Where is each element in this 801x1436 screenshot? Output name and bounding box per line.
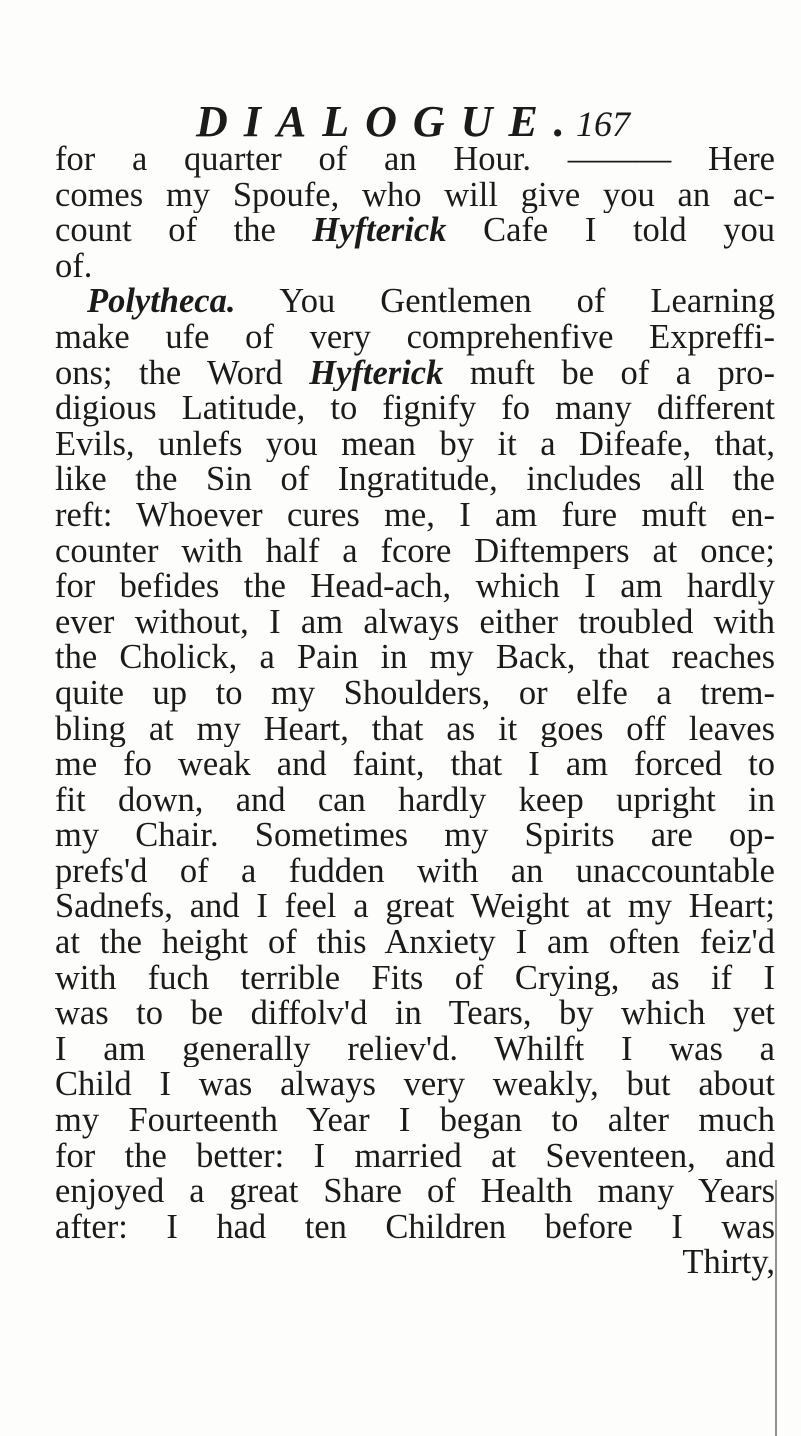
text-line	[55, 712, 775, 748]
body-text	[55, 142, 775, 1281]
text-run: my Fourteenth Year I began to alter much	[55, 1103, 775, 1139]
text-run: like the Sin of Ingratitude, includes all the	[55, 462, 775, 498]
text-run: prefs'd of a fudden with an unaccountable	[55, 853, 775, 890]
text-line	[55, 1174, 775, 1210]
text-line	[55, 605, 775, 641]
text-line	[55, 1245, 775, 1281]
text-line	[55, 889, 775, 925]
text-line	[55, 284, 775, 320]
text-line	[55, 534, 775, 570]
text-line	[55, 249, 775, 285]
text-line	[55, 783, 775, 819]
text-run: comes my Spoufe, who will give you an ac-	[55, 177, 775, 214]
text-run: digious Latitude, to fignify fo many different	[55, 391, 775, 427]
text-run: Evils, unlefs you mean by it a Difeafe, that,	[55, 426, 775, 463]
text-line	[55, 569, 775, 605]
text-run: for befides the Head-ach, which I am hardly	[55, 569, 775, 605]
text-run: I am generally reliev'd. Whilft I was a	[55, 1031, 775, 1068]
text-run: Cafe I told you	[446, 213, 775, 249]
text-run: me fo weak and faint, that I am forced to	[55, 747, 775, 783]
text-run: was to be diffolv'd in Tears, by which yet	[55, 996, 775, 1032]
text-run: make ufe of very comprehenfive Expreffi-	[55, 319, 775, 356]
text-run: ever without, I am always either troubled with	[55, 604, 775, 641]
text-line	[55, 1032, 775, 1068]
text-run: counter with half a fcore Diftempers at once;	[55, 533, 775, 570]
text-line	[55, 320, 775, 356]
text-run: the Cholick, a Pain in my Back, that reaches	[55, 640, 775, 676]
text-run: Thirty,	[682, 1245, 775, 1281]
text-line	[55, 427, 775, 463]
text-line	[55, 391, 775, 427]
text-run: count of the	[55, 213, 313, 249]
text-line	[55, 818, 775, 854]
text-run: enjoyed a great Share of Health many Years	[55, 1174, 775, 1210]
text-run: of.	[55, 248, 93, 285]
text-line	[55, 676, 775, 712]
text-run: for a quarter of an Hour. ——— Here	[55, 142, 775, 178]
text-line	[55, 1139, 775, 1175]
text-line	[55, 996, 775, 1032]
text-run: You Gentlemen of Learning	[235, 284, 775, 320]
text-line	[55, 1103, 775, 1139]
text-line	[55, 462, 775, 498]
text-run: for the better: I married at Seventeen, and	[55, 1138, 775, 1175]
text-run: muft be of a pro-	[443, 355, 775, 392]
text-line	[55, 1210, 775, 1246]
text-run: my Chair. Sometimes my Spirits are op-	[55, 818, 775, 854]
italic-term: Polytheca.	[87, 284, 236, 320]
text-line	[55, 498, 775, 534]
text-line	[55, 925, 775, 961]
running-head-title: DIALOGUE.	[196, 97, 581, 146]
text-line	[55, 747, 775, 783]
text-run: fit down, and can hardly keep upright in	[55, 782, 775, 819]
text-line	[55, 640, 775, 676]
text-run: Child I was always very weakly, but about	[55, 1067, 775, 1104]
page-number: 167	[576, 104, 630, 144]
text-line	[55, 1067, 775, 1103]
italic-term: Hyfterick	[309, 355, 444, 392]
text-run: after: I had ten Children before I was	[55, 1209, 775, 1246]
text-run: with fuch terrible Fits of Crying, as if I	[55, 960, 775, 997]
page-edge-shadow	[775, 1180, 777, 1436]
text-run: ons; the Word	[55, 355, 310, 392]
text-line	[55, 356, 775, 392]
text-line	[55, 142, 775, 178]
text-run: at the height of this Anxiety I am often feiz'd	[55, 925, 775, 961]
text-run: reft: Whoever cures me, I am fure muft en-	[55, 497, 775, 534]
text-run: quite up to my Shoulders, or elfe a trem-	[55, 675, 775, 712]
text-line	[55, 213, 775, 249]
text-line	[55, 178, 775, 214]
text-line	[55, 854, 775, 890]
text-run: bling at my Heart, that as it goes off leaves	[55, 711, 775, 748]
text-run: Sadnefs, and I feel a great Weight at my Heart;	[55, 889, 775, 926]
italic-term: Hyfterick	[312, 213, 447, 249]
text-line	[55, 961, 775, 997]
